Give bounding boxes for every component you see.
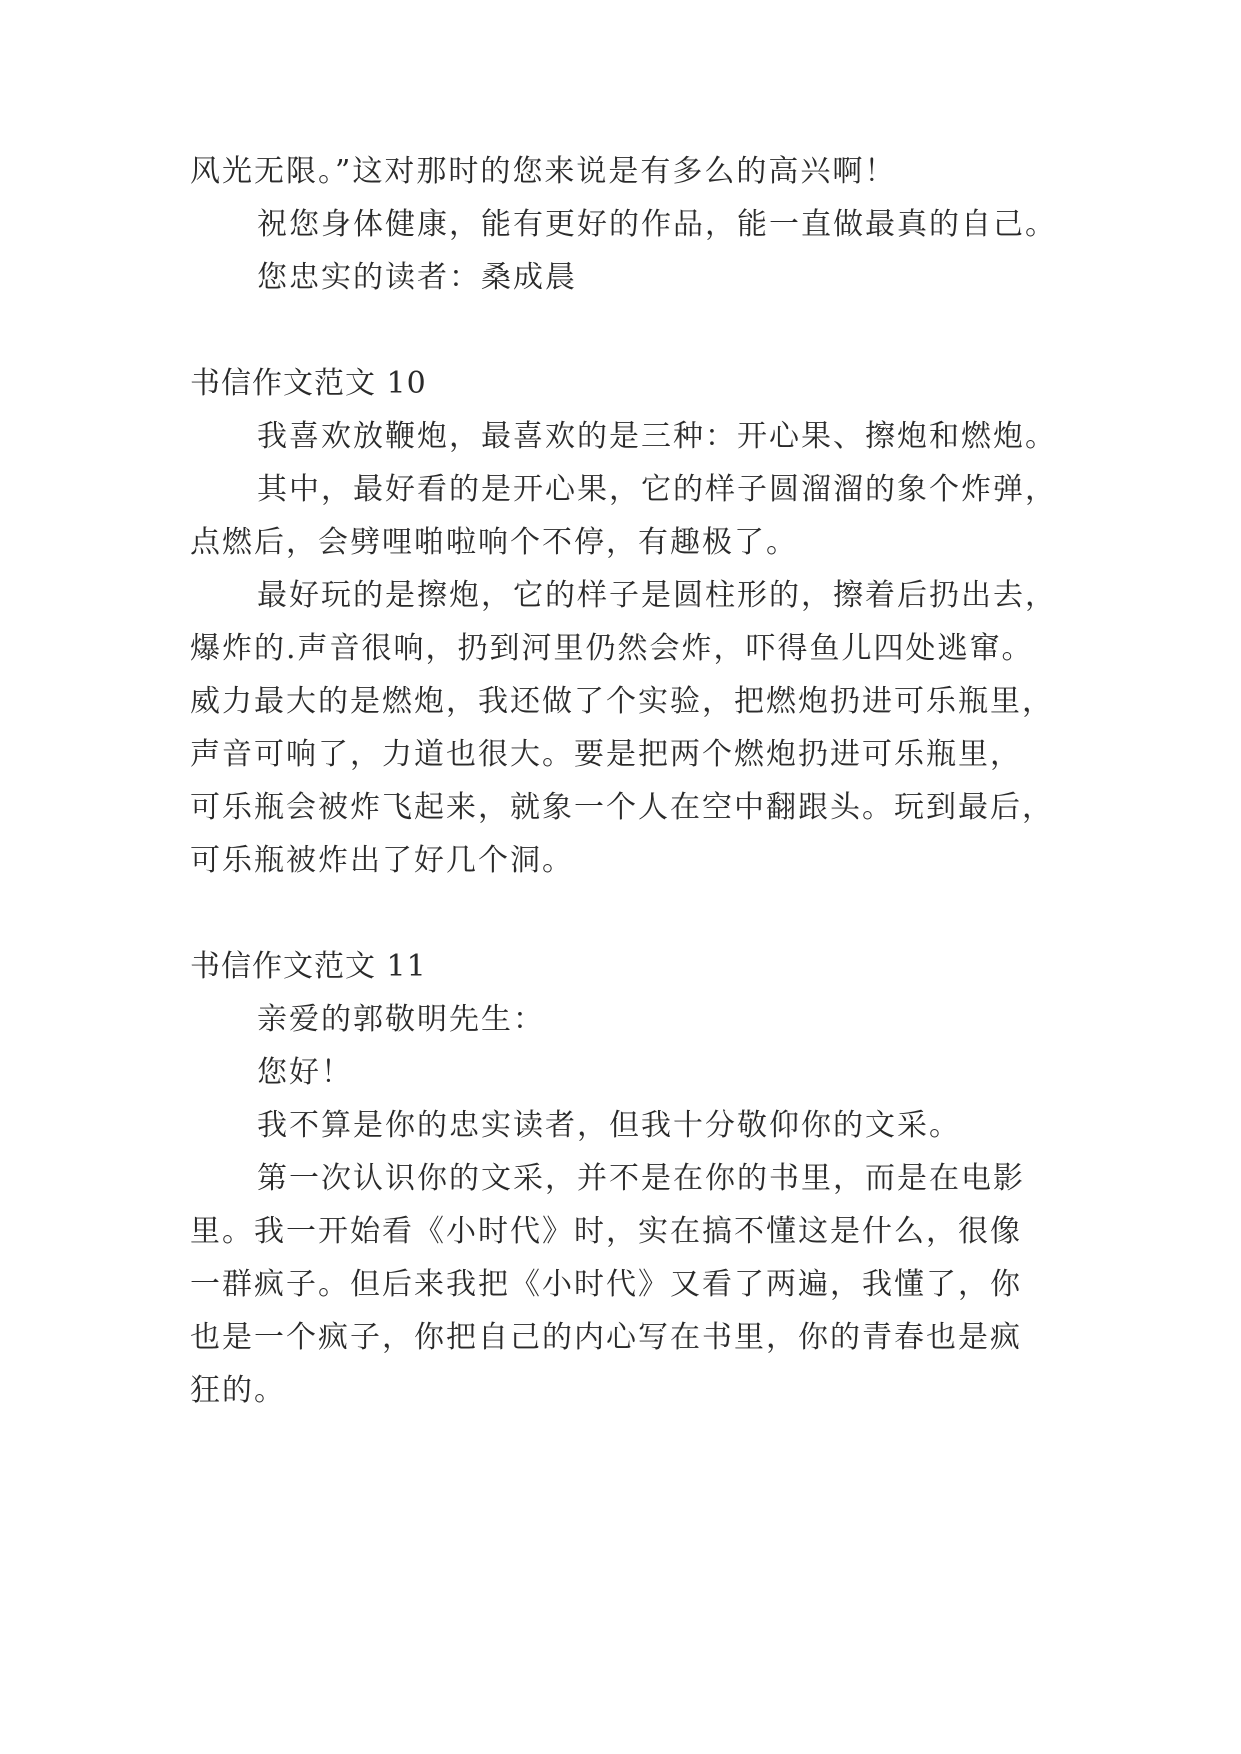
paragraph-line: 其中，最好看的是开心果，它的样子圆溜溜的象个炸弹，	[257, 472, 1057, 507]
paragraph-line: 我喜欢放鞭炮，最喜欢的是三种：开心果、擦炮和燃炮。	[257, 419, 1057, 454]
section-heading: 书信作文范文 11	[190, 949, 427, 984]
paragraph-line: 风光无限。”这对那时的您来说是有多么的高兴啊！	[190, 154, 897, 189]
paragraph-line: 声音可响了，力道也很大。要是把两个燃炮扔进可乐瓶里，	[190, 737, 1022, 772]
paragraph-line: 狂的。	[190, 1373, 286, 1408]
paragraph-line: 可乐瓶被炸出了好几个洞。	[190, 843, 574, 878]
paragraph-line: 最好玩的是擦炮，它的样子是圆柱形的，擦着后扔出去，	[257, 578, 1057, 613]
section-heading: 书信作文范文 10	[190, 366, 427, 401]
paragraph-line: 爆炸的.声音很响，扔到河里仍然会炸，吓得鱼儿四处逃窜。	[190, 631, 1034, 666]
greeting-line: 您好！	[257, 1055, 353, 1090]
paragraph-line: 第一次认识你的文采，并不是在你的书里，而是在电影	[257, 1161, 1025, 1196]
paragraph-line: 点燃后，会劈哩啪啦响个不停，有趣极了。	[190, 525, 798, 560]
paragraph-line: 一群疯子。但后来我把《小时代》又看了两遍，我懂了，你	[190, 1267, 1022, 1302]
signature-line: 您忠实的读者：桑成晨	[257, 260, 577, 295]
salutation-line: 亲爱的郭敬明先生：	[257, 1002, 545, 1037]
paragraph-line: 可乐瓶会被炸飞起来，就象一个人在空中翻跟头。玩到最后，	[190, 790, 1054, 825]
paragraph-line: 里。我一开始看《小时代》时，实在搞不懂这是什么，很像	[190, 1214, 1022, 1249]
paragraph-line: 我不算是你的忠实读者，但我十分敬仰你的文采。	[257, 1108, 961, 1143]
paragraph-line: 威力最大的是燃炮，我还做了个实验，把燃炮扔进可乐瓶里，	[190, 684, 1054, 719]
paragraph-line: 祝您身体健康，能有更好的作品，能一直做最真的自己。	[257, 207, 1057, 242]
paragraph-line: 也是一个疯子，你把自己的内心写在书里，你的青春也是疯	[190, 1320, 1022, 1355]
